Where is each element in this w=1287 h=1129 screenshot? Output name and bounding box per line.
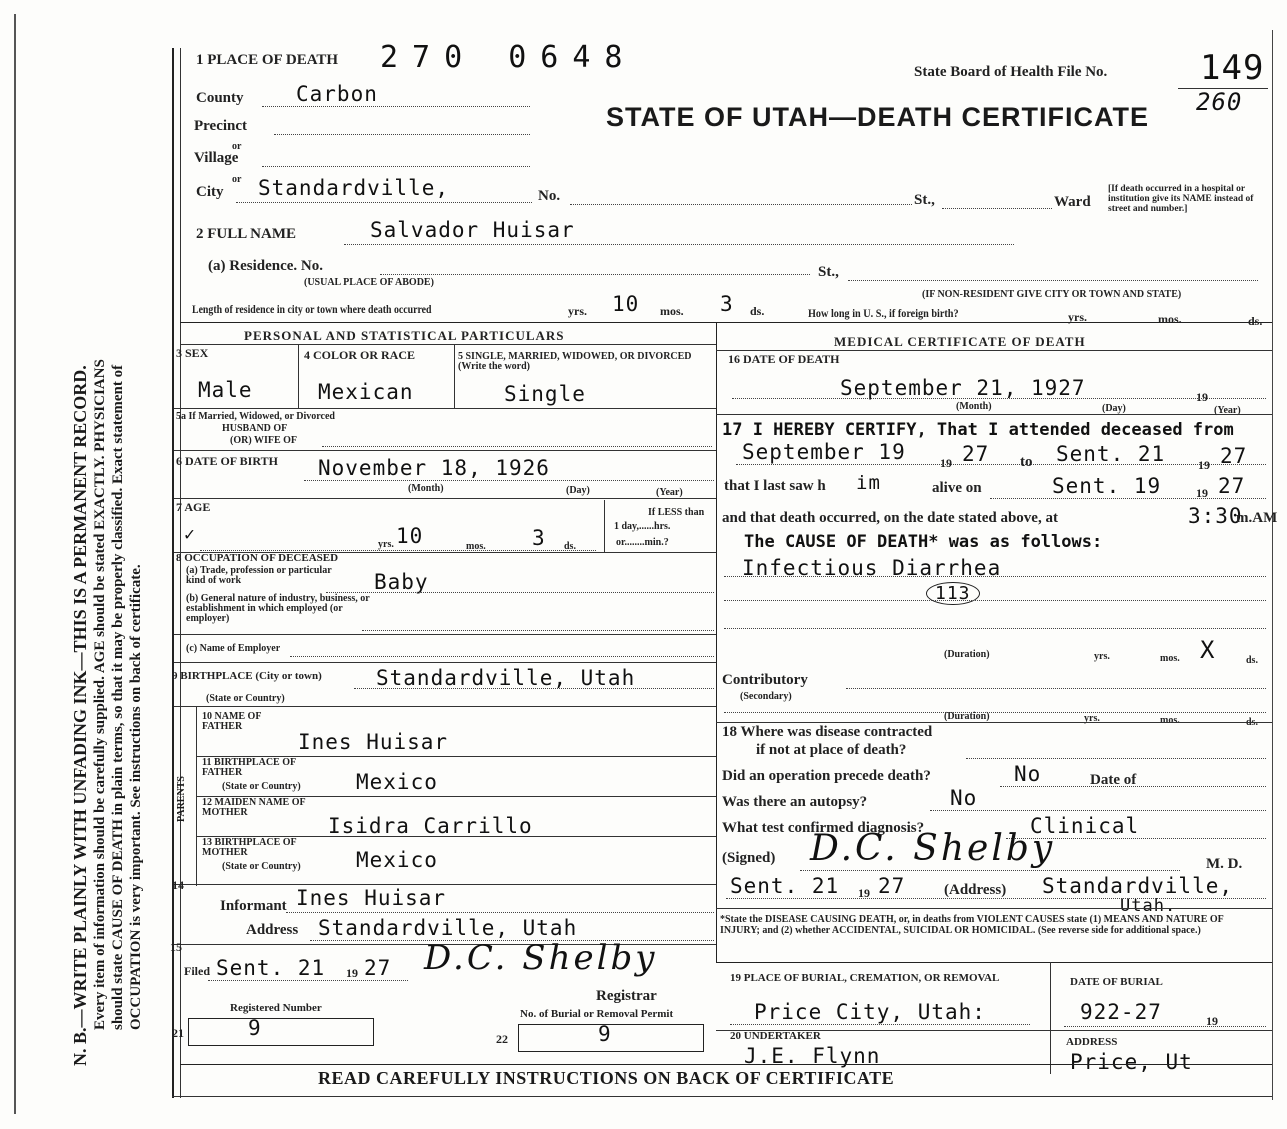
race-label: 4 COLOR OR RACE — [304, 348, 416, 362]
last-saw-label: that I last saw h — [724, 478, 826, 494]
occupation-value: Baby — [374, 570, 429, 594]
autopsy-label: Was there an autopsy? — [722, 794, 868, 810]
file-no-alt: 260 — [1196, 88, 1243, 116]
file-no-label: State Board of Health File No. — [914, 64, 1108, 80]
dod-month-caption: (Month) — [956, 401, 992, 412]
cause-value: Infectious Diarrhea — [742, 556, 1002, 580]
disease-label-2: if not at place of death? — [756, 742, 907, 758]
length-yrs-value: 10 — [612, 292, 640, 316]
registrar-label: Registrar — [596, 988, 657, 1004]
file-no-value: 149 — [1200, 48, 1265, 88]
occupation-b-label: (b) General nature of industry, business, or establishment in which employed (or employer) — [186, 593, 370, 624]
county-line — [262, 106, 530, 107]
attended-to-year: 27 — [1220, 444, 1248, 468]
dod-century: 19 — [1196, 390, 1208, 404]
last-saw-him: im — [856, 472, 881, 494]
signed-century: 19 — [858, 886, 870, 900]
certify-label: 17 I HEREBY CERTIFY, That I attended deceased from — [722, 420, 1234, 440]
place-of-death-label: 1 PLACE OF DEATH — [196, 52, 339, 68]
informant-label: Informant — [220, 898, 287, 914]
side-notice-line4: OCCUPATION is very important. See instructions on back of certificate. — [128, 564, 144, 1030]
signed-address-label: (Address) — [944, 882, 1007, 898]
certificate-number: 270 0648 — [380, 40, 637, 75]
cause-line-3 — [724, 628, 1266, 629]
burial-date-line — [1064, 1026, 1266, 1027]
cause-code: 113 — [926, 582, 980, 605]
informant-address-label: Address — [246, 922, 299, 938]
undertaker-label: 20 UNDERTAKER — [730, 1030, 821, 1042]
disease-label-1: 18 Where was disease contracted — [722, 724, 933, 740]
contrib-mos-label: mos. — [1160, 715, 1180, 726]
full-name-label: 2 FULL NAME — [196, 226, 297, 242]
street-line — [570, 204, 912, 205]
county-label: County — [196, 90, 244, 106]
dob-line — [304, 480, 714, 481]
attended-from: September 19 — [742, 440, 906, 464]
registered-21: 21 — [172, 1026, 184, 1040]
parents-label: PARENTS — [176, 776, 187, 822]
birthplace-line — [354, 688, 714, 689]
us-mos-label: mos. — [1158, 312, 1182, 326]
length-residence-label: Length of residence in city or town where death occurred — [192, 302, 432, 316]
attended-to-label: to — [1020, 454, 1033, 470]
footer-instructions: READ CAREFULLY INSTRUCTIONS ON BACK OF CERTIFICATE — [318, 1068, 895, 1088]
occurred-label: and that death occurred, on the date stated above, at — [722, 510, 1058, 526]
autopsy-value: No — [950, 786, 978, 810]
us-yrs-label: yrs. — [1068, 310, 1087, 324]
or-2: or — [232, 174, 242, 185]
occupation-a-label: (a) Trade, profession or particular kind of work — [186, 565, 332, 586]
filed-date: Sent. 21 — [216, 956, 326, 980]
residence-st-label: St., — [818, 264, 839, 280]
mother-bp-label: 13 BIRTHPLACE OF MOTHER — [202, 837, 297, 858]
residence-line — [380, 274, 810, 275]
nonresident-note: (IF NON-RESIDENT GIVE CITY OR TOWN AND STATE) — [922, 289, 1182, 300]
birthplace-label: 9 BIRTHPLACE (City or town) — [172, 670, 322, 682]
row-17-bottom — [716, 722, 1272, 723]
employer-line — [290, 656, 714, 657]
row-18-bottom — [716, 908, 1272, 909]
burial-place-value: Price City, Utah: — [754, 1000, 986, 1024]
contributory-line-1 — [846, 688, 1266, 689]
signed-address-2: Utah. — [1120, 896, 1177, 916]
last-saw-year: 27 — [1218, 474, 1246, 498]
length-mos-label: mos. — [660, 304, 684, 318]
contrib-ds-label: ds. — [1246, 717, 1258, 728]
page-title: STATE OF UTAH—DEATH CERTIFICATE — [606, 102, 1149, 132]
occupation-label: 8 OCCUPATION OF DECEASED — [176, 552, 339, 564]
registered-number-label: Registered Number — [230, 1002, 322, 1014]
us-ds-label: ds. — [1248, 314, 1263, 328]
undertaker-address-value: Price, Ut — [1070, 1050, 1193, 1074]
precinct-line — [274, 134, 530, 135]
signed-address-line — [726, 898, 1266, 899]
side-notice-line3: should state CAUSE OF DEATH in plain terms, so that it may be properly classified. Exact statement of — [110, 364, 126, 1030]
center-vertical-divider — [716, 322, 717, 962]
cause-ds-label: ds. — [1246, 655, 1258, 666]
mother-bp-sub: (State or Country) — [222, 861, 301, 872]
registrar-signature: D.C. Shelby — [424, 938, 658, 978]
full-name-line — [344, 244, 1014, 245]
city-label: City — [196, 184, 224, 200]
cause-duration-label: (Duration) — [944, 649, 990, 660]
sex-value: Male — [198, 378, 253, 402]
burial-place-label: 19 PLACE OF BURIAL, CREMATION, OR REMOVAL — [730, 972, 1000, 984]
attended-from-year: 27 — [962, 442, 990, 466]
employer-label: (c) Name of Employer — [186, 643, 281, 654]
burial-top-line — [716, 962, 1272, 963]
village-line — [262, 166, 530, 167]
operation-line — [1000, 786, 1266, 787]
sex-label: 3 SEX — [176, 346, 209, 360]
dod-value: September 21, 1927 — [840, 376, 1086, 400]
ward-note: [If death occurred in a hospital or institution give its NAME instead of street and number.] — [1108, 184, 1254, 214]
row-6-bottom — [174, 498, 716, 499]
street-no-label: No. — [538, 188, 561, 204]
race-marital-divider — [454, 344, 455, 408]
signed-year: 27 — [878, 874, 906, 898]
personal-header: PERSONAL AND STATISTICAL PARTICULARS — [244, 328, 565, 343]
dob-value: November 18, 1926 — [318, 456, 550, 480]
ward-label: Ward — [1054, 194, 1091, 210]
informant-number: 14 — [172, 878, 184, 892]
residence-st-line — [848, 280, 1258, 281]
city-line — [236, 202, 532, 203]
burial-place-line — [730, 1024, 1030, 1025]
burial-permit-label: No. of Burial or Removal Permit — [520, 1008, 674, 1020]
burial-divider — [1050, 962, 1051, 1074]
test-label: What test confirmed diagnosis? — [722, 820, 925, 836]
signed-address: Standardville, — [1042, 874, 1234, 898]
spouse-label-1: 5a If Married, Widowed, or Divorced — [176, 411, 335, 422]
race-value: Mexican — [318, 380, 414, 404]
signed-date: Sent. 21 — [730, 874, 840, 898]
side-notice-line2: Every item of information should be carefully supplied. AGE should be stated EXACTLY. PHYSICIANS — [92, 359, 108, 1030]
attended-line — [736, 464, 1266, 465]
age-line — [200, 550, 596, 551]
attended-to: Sent. 21 — [1056, 442, 1166, 466]
row-5a-bottom — [174, 450, 716, 451]
age-check-mark: ✓ — [184, 524, 196, 545]
informant-line — [286, 912, 714, 913]
death-time: 3:30 — [1188, 504, 1243, 528]
last-saw-line — [990, 498, 1266, 499]
operation-label: Did an operation precede death? — [722, 768, 931, 784]
undertaker-value: J.E. Flynn — [744, 1044, 881, 1068]
row-16-bottom — [716, 414, 1272, 415]
age-mos-label: mos. — [466, 541, 486, 552]
attended-from-century: 19 — [940, 456, 952, 470]
last-saw-date: Sent. 19 — [1052, 474, 1162, 498]
burial-permit-value: 9 — [598, 1022, 612, 1046]
father-bp-sub: (State or Country) — [222, 781, 301, 792]
dod-label: 16 DATE OF DEATH — [728, 352, 840, 366]
filed-label: Filed — [184, 964, 210, 978]
medical-header-line — [716, 350, 1272, 351]
disease-line — [966, 758, 1266, 759]
informant-value: Ines Huisar — [296, 886, 447, 910]
death-time-suffix: m.AM — [1236, 510, 1278, 526]
father-value: Ines Huisar — [298, 730, 449, 754]
age-label: 7 AGE — [176, 500, 211, 514]
village-label: Village — [194, 150, 239, 166]
age-less-divider — [604, 500, 605, 552]
dob-month-caption: (Month) — [408, 483, 444, 494]
informant-address-value: Standardville, Utah — [318, 916, 578, 940]
father-label: 10 NAME OF FATHER — [202, 711, 262, 732]
precinct-label: Precinct — [194, 118, 248, 134]
burial-date-label: DATE OF BURIAL — [1070, 976, 1163, 988]
cause-line-1 — [724, 576, 1266, 577]
less-than-3: or........min.? — [616, 537, 669, 548]
less-than-1: If LESS than — [648, 507, 705, 518]
signed-line — [800, 870, 1180, 871]
residence-label: (a) Residence. No. — [208, 258, 323, 274]
md-label: M. D. — [1206, 856, 1243, 872]
cause-line-2 — [724, 600, 1266, 601]
autopsy-line — [930, 810, 1266, 811]
contributory-line-2 — [724, 712, 1266, 713]
or-1: or — [232, 141, 242, 152]
spouse-label-2: HUSBAND OF — [222, 423, 288, 434]
length-ds-label: ds. — [750, 304, 765, 318]
street-st-label: St., — [914, 192, 935, 208]
row-8-mid — [174, 634, 716, 635]
attended-to-century: 19 — [1198, 458, 1210, 472]
row-9-bottom — [174, 706, 716, 707]
mother-label: 12 MAIDEN NAME OF MOTHER — [202, 797, 306, 818]
father-bp-label: 11 BIRTHPLACE OF FATHER — [202, 757, 296, 778]
county-value: Carbon — [296, 82, 378, 106]
registered-number-box — [188, 1018, 374, 1046]
filed-century: 19 — [346, 966, 358, 980]
last-saw-century: 19 — [1196, 486, 1208, 500]
medical-header: MEDICAL CERTIFICATE OF DEATH — [834, 334, 1086, 349]
dod-line — [732, 398, 1266, 399]
side-notice-line1: N. B.—WRITE PLAINLY WITH UNFADING INK—THIS IS A PERMANENT RECORD. — [70, 365, 90, 1066]
duration-mark: X — [1200, 636, 1216, 664]
row-8-bottom — [174, 662, 716, 663]
ward-line — [942, 208, 1052, 209]
burial-permit-22: 22 — [496, 1032, 508, 1046]
row-13-bottom — [174, 884, 716, 885]
age-yrs-label: yrs. — [378, 539, 394, 550]
spouse-label-3: (OR) WIFE OF — [230, 435, 298, 446]
filed-year: 27 — [364, 956, 392, 980]
age-yrs-value: 10 — [396, 524, 424, 548]
mother-bp-value: Mexico — [356, 848, 438, 872]
age-ds-label: ds. — [564, 541, 576, 552]
length-yrs-label: yrs. — [568, 304, 587, 318]
dob-day-caption: (Day) — [566, 485, 590, 496]
alive-label: alive on — [932, 480, 982, 496]
filed-number: 15 — [170, 940, 182, 954]
undertaker-address-label: ADDRESS — [1066, 1036, 1118, 1048]
secondary-label: (Secondary) — [740, 691, 792, 702]
contributory-label: Contributory — [722, 672, 808, 688]
marital-value: Single — [504, 382, 586, 406]
length-mos-value: 3 — [720, 292, 734, 316]
less-than-2: 1 day,......hrs. — [614, 521, 671, 532]
footer-top-line — [180, 1064, 1272, 1065]
city-value: Standardville, — [258, 176, 450, 200]
contrib-yrs-label: yrs. — [1084, 713, 1100, 724]
form-right-border — [1272, 30, 1273, 1100]
form-bottom-border — [172, 1096, 1272, 1097]
medical-footnote: *State the DISEASE CAUSING DEATH, or, in deaths from VIOLENT CAUSES state (1) MEANS AND NATURE OF INJURY; and (2) whether ACCIDENTAL, SUICIDAL OR HOMICIDAL. (See reverse side for additional space.) — [720, 914, 1224, 936]
row-3-bottom — [174, 408, 716, 409]
operation-date-label: Date of — [1090, 772, 1137, 788]
burial-century: 19 — [1206, 1014, 1218, 1028]
physician-signature: D.C. Shelby — [810, 828, 1056, 869]
cause-yrs-label: yrs. — [1094, 651, 1110, 662]
dod-year-caption: (Year) — [1214, 405, 1241, 416]
operation-value: No — [1014, 762, 1042, 786]
page-left-border — [14, 14, 16, 1114]
main-horizontal-divider — [180, 322, 1272, 323]
spouse-line — [322, 446, 712, 447]
usual-place-label: (USUAL PLACE OF ABODE) — [304, 277, 434, 288]
dod-day-caption: (Day) — [1102, 403, 1126, 414]
dob-year-caption: (Year) — [656, 487, 683, 498]
age-mos-value: 3 — [532, 526, 546, 550]
cause-mos-label: mos. — [1160, 653, 1180, 664]
dob-label: 6 DATE OF BIRTH — [176, 454, 278, 468]
contrib-duration-label: (Duration) — [944, 711, 990, 722]
birthplace-value: Standardville, Utah — [376, 666, 636, 690]
filed-line — [208, 980, 408, 981]
sex-race-divider — [298, 344, 299, 408]
burial-date-value: 922-27 — [1080, 1000, 1162, 1024]
father-bp-value: Mexico — [356, 770, 438, 794]
occupation-b-line — [362, 630, 714, 631]
birthplace-state-caption: (State or Country) — [206, 693, 285, 704]
occupation-a-line — [326, 592, 714, 593]
marital-label: 5 SINGLE, MARRIED, WIDOWED, OR DIVORCED (Write the word) — [458, 351, 692, 372]
us-label: How long in U. S., if foreign birth? — [808, 306, 959, 320]
test-value: Clinical — [1030, 814, 1140, 838]
personal-header-line — [180, 344, 716, 345]
full-name-value: Salvador Huisar — [370, 218, 575, 242]
signed-label: (Signed) — [722, 850, 776, 866]
cause-label: The CAUSE OF DEATH* was as follows: — [744, 532, 1103, 552]
registered-number-value: 9 — [248, 1016, 262, 1040]
mother-value: Isidra Carrillo — [328, 814, 533, 838]
